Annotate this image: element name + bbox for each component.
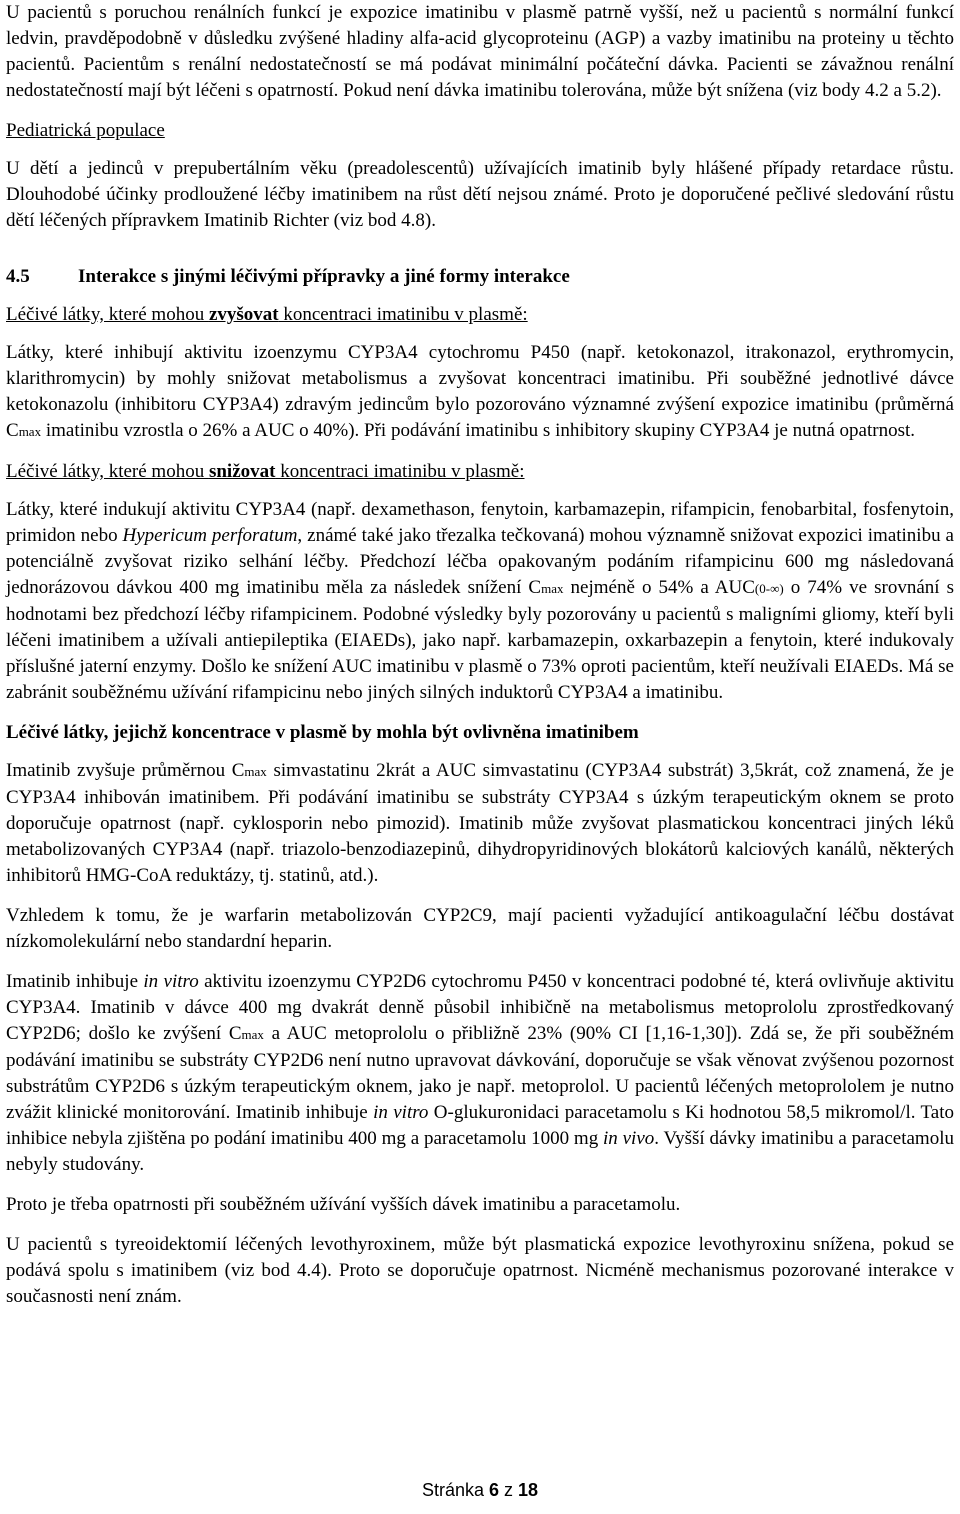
section-title: Interakce s jinými léčivými přípravky a jiné formy interakce	[78, 266, 570, 287]
increase-heading-emphasis: zvyšovat	[208, 304, 279, 325]
decrease-text-3: nejméně o 54% a AUC	[563, 577, 755, 598]
pediatric-heading: Pediatrická populace	[6, 120, 165, 141]
footer-prefix: Stránka	[421, 1480, 489, 1500]
cmax-subscript: max	[244, 764, 267, 779]
in-vivo-italic: in vivo	[603, 1128, 655, 1149]
decrease-text-2: , známé také jako třezalka tečkovaná) mohou významně snižovat expozici imatinibu a potenciálně zvyšovat riziko selhání léčby. Předchozí léčba opakovaným podáním rifampicinu 600 mg následovaná jednorázovou dávkou 400 mg imatinibu měla za následek snížení C	[6, 525, 954, 598]
decrease-heading-part-2: koncentraci imatinibu v plasmě:	[275, 461, 525, 482]
section-heading-4-5	[6, 264, 954, 290]
footer-separator: z	[499, 1480, 519, 1500]
auc-subscript: (0-∞)	[754, 581, 784, 596]
altered-p1-text-1: Imatinib zvyšuje průměrnou C	[6, 760, 245, 781]
in-vitro-italic: in vitro	[143, 971, 199, 992]
cmax-subscript: max	[541, 581, 564, 596]
increase-text-2: imatinibu vzrostla o 26% a AUC o 40%). Při podávání imatinibu s inhibitory skupiny CYP3A4 je nutná opatrnost.	[41, 420, 916, 441]
decrease-heading	[6, 459, 954, 485]
altered-p1-text-2: simvastatinu 2krát a AUC simvastatinu (CYP3A4 substrát) 3,5krát, což znamená, že je CYP3A4 inhibován imatinibem. Při podávání imatinibu se substráty CYP3A4 s úzkým terapeutickým oknem se proto doporučuje opatrnost (např. cyklosporin nebo pimozid). Imatinib může zvyšovat plasmatickou koncentraci jiných léků metabolizovaných CYP3A4 (např. triazolo-benzodiazepinů, dihydropyridinových blokátorů kalciových kanálů, některých inhibitorů HMG-CoA reduktázy, tj. statinů, atd.).	[6, 760, 954, 886]
renal-paragraph: U pacientů s poruchou renálních funkcí je expozice imatinibu v plasmě patrně vyšší, než u pacientů s normální funkcí ledvin, pravděpodobně v důsledku zvýšené hladiny alfa-acid glycoproteinu (AGP) a vazby imatinibu na proteiny u těchto pacientů. Pacientům s renální nedostatečností se má podávat minimální počáteční dávka. Pacienti se závažnou renální nedostatečností mají být léčeni s opatrností. Pokud není dávka imatinibu tolerována, může být snížena (viz body 4.2 a 5.2).	[6, 2, 954, 101]
altered-heading: Léčivé látky, jejichž koncentrace v plasmě by mohla být ovlivněna imatinibem	[6, 722, 639, 743]
page-footer	[0, 1480, 960, 1501]
increase-heading-part-2: koncentraci imatinibu v plasmě:	[278, 304, 528, 325]
increase-text-1: Látky, které inhibují aktivitu izoenzymu CYP3A4 cytochromu P450 (např. ketokonazol, itrakonazol, erythromycin, klarithromycin) by mohly snižovat metabolismus a zvyšovat koncentraci imatinibu. Při souběžné jednotlivé dávce ketokonazolu (inhibitoru CYP3A4) zdravým jedincům bylo pozorováno významné zvýšení expozice imatinibu (průměrná C	[6, 342, 954, 441]
simvastatin-paragraph	[6, 758, 954, 889]
increase-heading	[6, 302, 954, 328]
total-page-count: 18	[518, 1480, 539, 1500]
pediatric-paragraph: U dětí a jedinců v prepubertálním věku (preadolescentů) užívajících imatinib byly hlášené případy retardace růstu. Dlouhodobé účinky prodloužené léčby imatinibem na růst dětí nejsou známé. Proto je doporučené pečlivé sledování růstu dětí léčených přípravkem Imatinib Richter (viz bod 4.8).	[6, 158, 954, 231]
altered-p3-text-1: Imatinib inhibuje	[6, 971, 144, 992]
decrease-heading-part-1: Léčivé látky, které mohou	[6, 461, 209, 482]
altered-p3-text-2: aktivitu izoenzymu CYP2D6 cytochromu P450 v koncentraci podobné té, která ovlivňuje aktivitu CYP3A4. Imatinib v dávce 400 mg dvakrát denně působil inhibičně na metabolismus metoprololu zprostředkovaný CYP2D6; došlo ke zvýšení C	[6, 971, 954, 1044]
document-page	[6, 0, 954, 1324]
decrease-text-1: Látky, které indukují aktivitu CYP3A4 (např. dexamethason, fenytoin, karbamazepin, rifampicin, fenobarbital, fosfenytoin, primidon nebo	[6, 499, 954, 546]
altered-p3-text-4: O-glukuronidaci paracetamolu s Ki hodnotou 58,5 mikromol/l. Tato inhibice nebyla zjištěna po podání imatinibu 400 mg a paracetamolu 1000 mg	[6, 1102, 954, 1149]
decrease-paragraph	[6, 497, 954, 706]
cmax-subscript: max	[18, 424, 42, 439]
current-page-number: 6	[488, 1480, 499, 1500]
altered-p3-text-3: a AUC metoprololu o přibližně 23% (90% CI [1,16-1,30]). Zdá se, že při souběžném podávání imatinibu se substráty CYP2D6 není nutno upravovat dávkování, doporučuje se však věnovat zvýšenou pozornost substrátům CYP2D6 s úzkým terapeutickým oknem, jako je např. metoprolol. U pacientů léčených metoprololem je nutno zvážit klinické monitorování. Imatinib inhibuje	[6, 1023, 954, 1123]
levothyroxine-paragraph: U pacientů s tyreoidektomií léčených levothyroxinem, může být plasmatická expozice levothyroxinu snížena, pokud se podává spolu s imatinibem (viz bod 4.4). Proto se doporučuje opatrnost. Nicméně mechanismus pozorované interakce v současnosti není znám.	[6, 1234, 954, 1307]
increase-paragraph	[6, 340, 954, 445]
warfarin-paragraph: Vzhledem k tomu, že je warfarin metabolizován CYP2C9, mají pacienti vyžadující antikoagulační léčbu dostávat nízkomolekulární nebo standardní heparin.	[6, 905, 954, 952]
cmax-subscript: max	[241, 1027, 264, 1042]
altered-p3-text-5: . Vyšší dávky imatinibu a paracetamolu nebyly studovány.	[6, 1128, 954, 1175]
cyp2d6-paragraph	[6, 969, 954, 1178]
decrease-heading-emphasis: snižovat	[208, 461, 276, 482]
decrease-text-4: o 74% ve srovnání s hodnotami bez předchozí léčby rifampicinem. Podobné výsledky byly pozorovány u pacientů s maligními gliomy, kteří byli léčeni imatinibem a užívali antiepileptika (EIAEDs), jako např. karbamazepin, oxkarbazepin a fenytoin, které indukovaly příslušné jaterní enzymy. Došlo ke snížení AUC imatinibu v plasmě o 73% oproti pacientům, kteří neužívali EIAEDs. Má se zabránit souběžnému užívání rifampicinu nebo jiných silných induktorů CYP3A4 a imatinibu.	[6, 577, 955, 703]
section-number: 4.5	[6, 266, 30, 287]
paracetamol-paragraph: Proto je třeba opatrnosti při souběžném užívání vyšších dávek imatinibu a paracetamolu.	[6, 1194, 681, 1215]
increase-heading-part-1: Léčivé látky, které mohou	[6, 304, 209, 325]
hypericum-italic: Hypericum perforatum	[122, 525, 298, 546]
in-vitro-italic: in vitro	[373, 1102, 429, 1123]
